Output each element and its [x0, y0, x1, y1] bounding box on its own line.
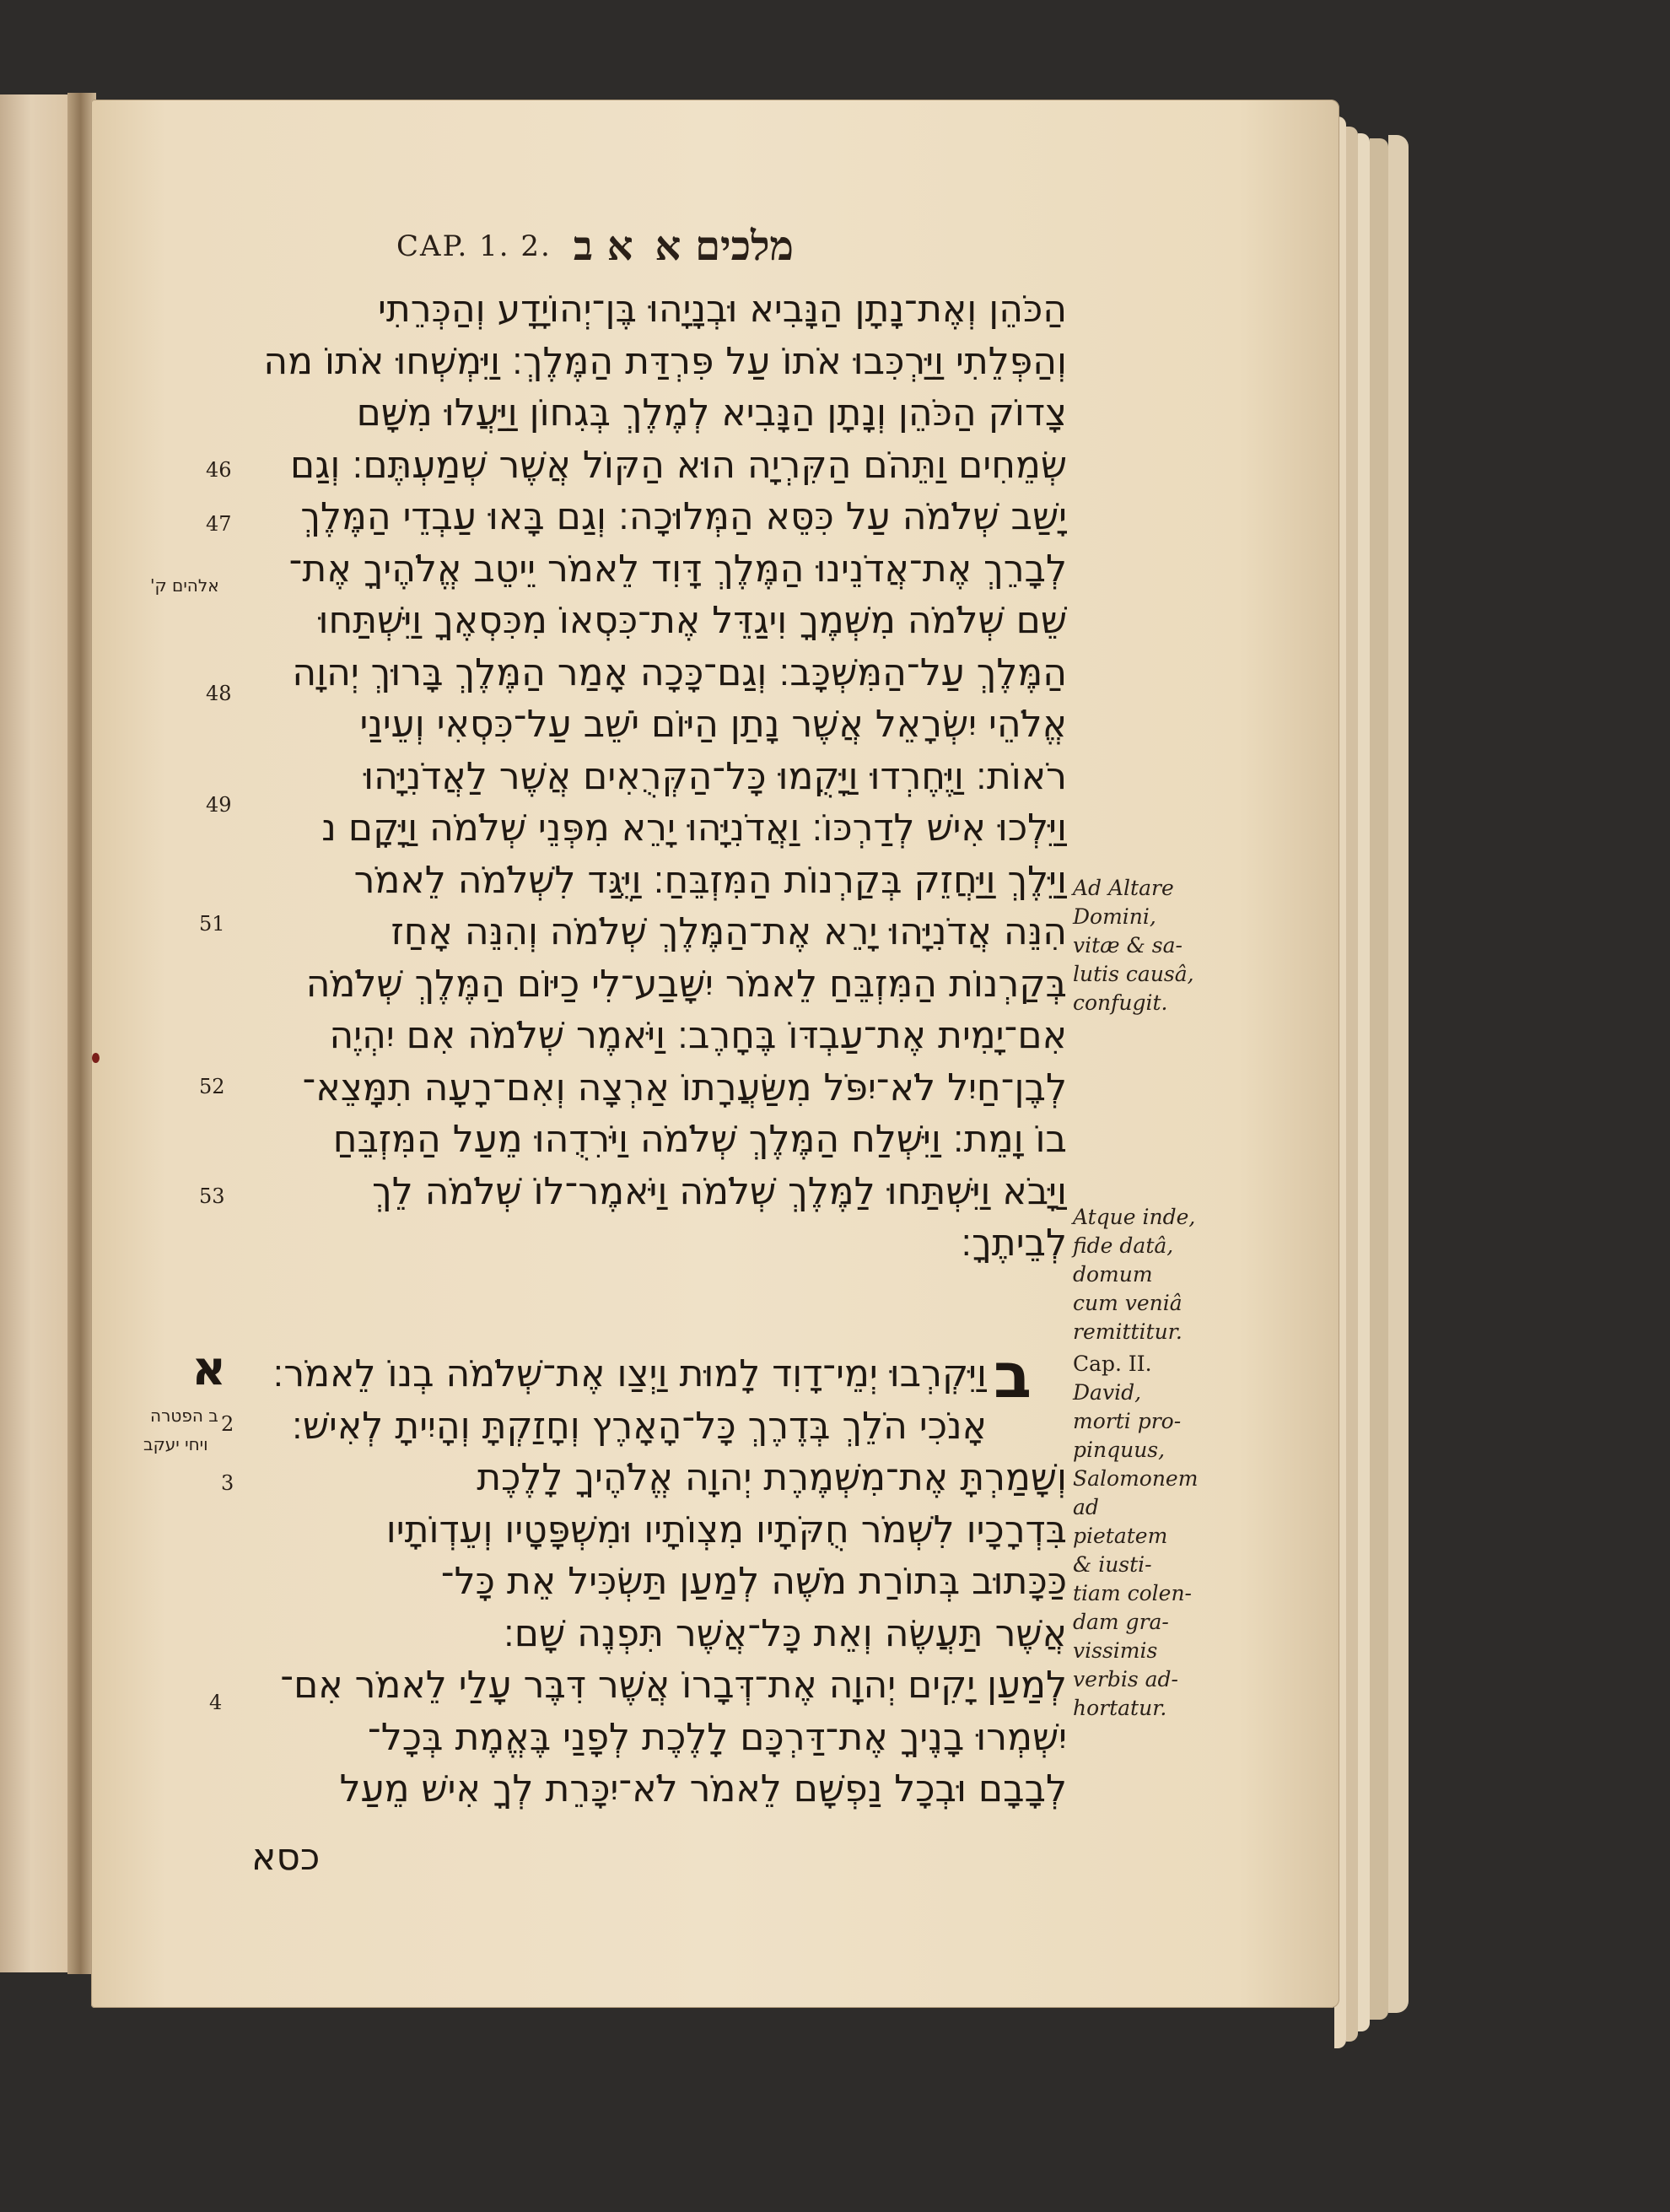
- verse-number: 47: [206, 512, 232, 536]
- verse-number: 53: [199, 1184, 225, 1208]
- text-line: אֲשֶׁר תַּעֲשֶׂה וְאֵת כָּל־אֲשֶׁר תִּפְנֶה שָׁם׃: [503, 1611, 1067, 1655]
- text-line: וַיִּקְרְבוּ יְמֵי־דָוִד לָמוּת וַיְצַו אֶת־שְׁלֹמֹה בְנוֹ לֵאמֹר׃: [272, 1352, 987, 1395]
- verse-number: 49: [206, 793, 232, 817]
- kri-note: אלהים ק': [150, 575, 219, 596]
- text-line: לְבָבָם וּבְכָל נַפְשָׁם לֵאמֹר לֹא־יִכָּרֵת לְךָ אִישׁ מֵעַל: [339, 1767, 1067, 1810]
- note-line: morti pro-: [1073, 1409, 1182, 1433]
- text-line: לְבֵיתֶךָ׃: [961, 1222, 1067, 1265]
- book-title: מלכים א: [655, 223, 794, 270]
- text-line: לְבֶן־חַיִל לֹא־יִפֹּל מִשַּׂעֲרָתוֹ אַרְצָה וְאִם־רָעָה תִמָּצֵא־: [302, 1066, 1067, 1109]
- text-line: לְמַעַן יָקִים יְהוָה אֶת־דְּבָרוֹ אֲשֶׁר דִּבֶּר עָלַי לֵאמֹר אִם־: [280, 1664, 1067, 1707]
- catchword: כסא: [251, 1836, 321, 1879]
- verse-number: 51: [199, 912, 225, 936]
- text-line: בִּדְרָכָיו לִשְׁמֹר חֻקֹּתָיו מִצְוֹתָיו וּמִשְׁפָּטָיו וְעֵדְוֹתָיו: [385, 1508, 1067, 1551]
- latin-margin-note: [1073, 874, 1199, 1017]
- verse-number: 48: [206, 682, 232, 705]
- latin-margin-note: [1073, 1350, 1199, 1723]
- text-line: שְׂמֵחִים וַתֵּהֹם הַקִּרְיָה הוּא הַקּוֹל אֲשֶׁר שְׁמַעְתֶּם׃ וְגַם: [290, 443, 1067, 487]
- note-line: fide datâ,: [1073, 1233, 1174, 1258]
- note-line: Atque inde,: [1073, 1205, 1196, 1229]
- running-header: [396, 221, 886, 272]
- note-line: vissimis: [1073, 1638, 1158, 1663]
- page-edge: [1370, 138, 1388, 2020]
- text-line: כַּכָּתוּב בְּתוֹרַת מֹשֶׁה לְמַעַן תַּשְׂכִּיל אֵת כָּל־: [440, 1560, 1067, 1603]
- chapter-margin-letter: א: [191, 1341, 226, 1396]
- text-line: בְּקַרְנוֹת הַמִּזְבֵּחַ לֵאמֹר יִשָּׁבַע־לִי כַיּוֹם הַמֶּלֶךְ שְׁלֹמֹה: [305, 962, 1067, 1006]
- text-line: הִנֵּה אֲדֹנִיָּהוּ יָרֵא אֶת־הַמֶּלֶךְ שְׁלֹמֹה וְהִנֵּה אָחַז: [391, 910, 1067, 953]
- text-line: צָדוֹק הַכֹּהֵן וְנָתָן הַנָּבִיא לְמֶלֶךְ בְּגִחוֹן וַיַּעֲלוּ מִשָּׁם: [356, 391, 1067, 434]
- page-edge: [1358, 133, 1370, 2031]
- text-line: וַיָּבֹא וַיִּשְׁתַּחוּ לַמֶּלֶךְ שְׁלֹמֹה וַיֹּאמֶר־לוֹ שְׁלֹמֹה לֵךְ: [372, 1169, 1067, 1213]
- note-line: lutis causâ,: [1073, 962, 1194, 986]
- note-line: Cap. II.: [1073, 1351, 1152, 1376]
- page-edge: [1346, 127, 1358, 2042]
- note-line: domum: [1073, 1262, 1153, 1287]
- note-line: David,: [1073, 1380, 1142, 1405]
- verse-number: 52: [199, 1075, 225, 1098]
- hebrew-text-column: [190, 283, 1067, 1270]
- note-line: Domini,: [1073, 904, 1156, 929]
- chapter-label-latin: CAP. 1. 2.: [396, 229, 552, 263]
- ink-stain: [92, 1053, 100, 1063]
- note-line: tiam colen-: [1073, 1581, 1192, 1605]
- haftarah-note: ויחי יעקב: [143, 1434, 208, 1454]
- text-line: אָנֹכִי הֹלֵךְ בְּדֶרֶךְ כָּל־הָאָרֶץ וְחָזַקְתָּ וְהָיִיתָ לְאִישׁ׃: [291, 1404, 987, 1448]
- text-line: שֵׁם שְׁלֹמֹה מִשְּׁמֶךָ וִיגַדֵּל אֶת־כִּסְאוֹ מִכִּסְאֶךָ וַיִּשְׁתַּחוּ: [318, 599, 1067, 642]
- hebrew-text-chapter-two-cont: [190, 1452, 1067, 1815]
- note-line: remittitur.: [1073, 1319, 1182, 1344]
- chapter-letters: א ב: [573, 223, 633, 270]
- text-line: אֱלֹהֵי יִשְׂרָאֵל אֲשֶׁר נָתַן הַיּוֹם יֹשֵׁב עַל־כִּסְאִי וְעֵינַי: [359, 703, 1067, 746]
- verse-number: 2: [221, 1412, 234, 1436]
- note-line: vitæ & sa-: [1073, 933, 1182, 958]
- note-line: pinquus,: [1073, 1438, 1166, 1462]
- previous-page-edge: [0, 94, 78, 1972]
- text-line: וְשָׁמַרְתָּ אֶת־מִשְׁמֶרֶת יְהוָה אֱלֹהֶיךָ לָלֶכֶת: [477, 1456, 1067, 1499]
- text-line: וַיֵּלֶךְ וַיַּחֲזֵק בְּקַרְנוֹת הַמִּזְבֵּחַ׃ וַיֻּגַּד לִשְׁלֹמֹה לֵאמֹר: [353, 858, 1067, 902]
- note-line: confugit.: [1073, 990, 1168, 1015]
- note-line: ad pietatem: [1073, 1495, 1168, 1548]
- note-line: dam gra-: [1073, 1610, 1169, 1634]
- hebrew-text-chapter-two: [253, 1348, 987, 1452]
- verse-number: 4: [209, 1691, 223, 1714]
- note-line: hortatur.: [1073, 1696, 1167, 1720]
- note-line: Salomonem: [1073, 1466, 1199, 1491]
- verse-number: 3: [221, 1471, 234, 1495]
- text-line: יִשְׁמְרוּ בָנֶיךָ אֶת־דַּרְכָּם לָלֶכֶת לְפָנַי בֶּאֱמֶת בְּכָל־: [367, 1715, 1067, 1759]
- text-line: לְבָרֵךְ אֶת־אֲדֹנֵינוּ הַמֶּלֶךְ דָּוִד לֵאמֹר יֵיטֵב אֱלֹהֶיךָ אֶת־: [288, 547, 1067, 591]
- note-line: cum veniâ: [1073, 1291, 1182, 1315]
- text-line: הַמֶּלֶךְ עַל־הַמִּשְׁכָּב׃ וְגַם־כָּכָה אָמַר הַמֶּלֶךְ בָּרוּךְ יְהוָה: [292, 650, 1067, 694]
- haftarah-note: ב הפטרה: [150, 1405, 218, 1426]
- chapter-initial: ב: [994, 1340, 1032, 1412]
- note-line: & iusti-: [1073, 1552, 1152, 1577]
- text-line: וַיֵּלְכוּ אִישׁ לְדַרְכּוֹ׃ וַאֲדֹנִיָּהוּ יָרֵא מִפְּנֵי שְׁלֹמֹה וַיָּקָם נ: [321, 807, 1067, 850]
- note-line: verbis ad-: [1073, 1667, 1178, 1691]
- text-line: אִם־יָמִית אֶת־עַבְדּוֹ בֶּחָרֶב׃ וַיֹּאמֶר שְׁלֹמֹה אִם יִהְיֶה: [329, 1014, 1067, 1057]
- page-edge: [1388, 135, 1409, 2013]
- text-line: בוֹ וָמֵת׃ וַיִּשְׁלַח הַמֶּלֶךְ שְׁלֹמֹה וַיֹּרִדֻהוּ מֵעַל הַמִּזְבֵּחַ: [332, 1118, 1067, 1161]
- verse-number: 46: [206, 458, 232, 482]
- text-line: רֹאוֹת׃ וַיֶּחֶרְדוּ וַיָּקֻמוּ כָּל־הַקְּרֻאִים אֲשֶׁר לַאֲדֹנִיָּהוּ: [364, 754, 1067, 798]
- text-line: יָשַׁב שְׁלֹמֹה עַל כִּסֵּא הַמְּלוּכָה׃ וְגַם בָּאוּ עַבְדֵי הַמֶּלֶךְ: [300, 495, 1067, 538]
- note-line: Ad Altare: [1073, 876, 1174, 900]
- text-line: וְהַפְּלֵתִי וַיַּרְכִּבוּ אֹתוֹ עַל פִּרְדַּת הַמֶּלֶךְ׃ וַיִּמְשְׁחוּ אֹתוֹ מה: [263, 339, 1067, 383]
- text-line: הַכֹּהֵן וְאֶת־נָתָן הַנָּבִיא וּבְנָיָהוּ בֶּן־יְהוֹיָדָע וְהַכְּרֵתִי: [378, 288, 1067, 331]
- latin-margin-note: [1073, 1203, 1199, 1346]
